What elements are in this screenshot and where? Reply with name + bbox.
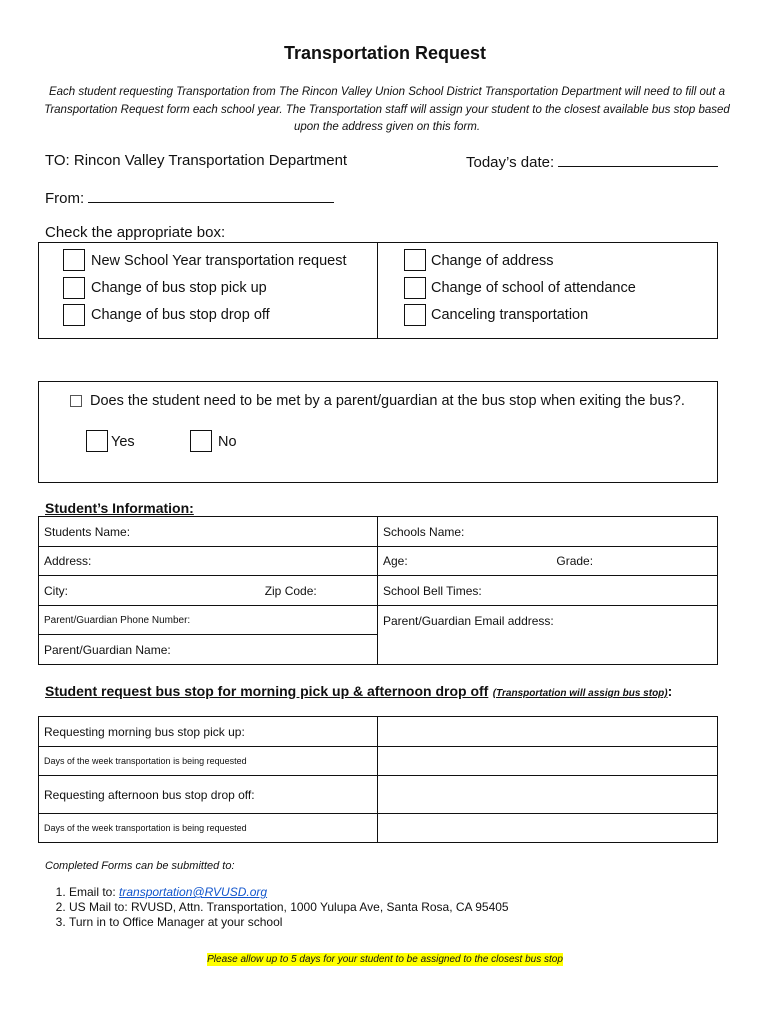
page-title: Transportation Request xyxy=(283,43,487,63)
new-school-year-checkbox[interactable] xyxy=(63,249,85,271)
notice-wrap xyxy=(0,949,770,967)
change-drop-off-checkbox[interactable] xyxy=(63,304,85,326)
change-address-label: Change of address xyxy=(431,253,554,269)
guardian-question: Does the student need to be met by a parent/guardian at the bus stop when exiting the bus?. xyxy=(90,393,685,409)
canceling-checkbox[interactable] xyxy=(404,304,426,326)
days-morning-input[interactable] xyxy=(378,747,718,776)
age-grade-cell[interactable] xyxy=(378,547,718,576)
city-label: City: xyxy=(44,583,68,598)
change-school-checkbox[interactable] xyxy=(404,277,426,299)
date-label: Today’s date: xyxy=(466,154,555,171)
intro-text: Each student requesting Transportation from The Rincon Valley Union School District Transportation Department will need to fill out a Transportation Request form each school year. The Transportation staff will assign your student to the closest available bus stop based upon the address given on this form. xyxy=(44,86,730,133)
address-cell[interactable]: Address: xyxy=(39,547,378,576)
morning-stop-input[interactable] xyxy=(378,717,718,747)
date-field[interactable] xyxy=(466,152,718,171)
change-address-checkbox[interactable] xyxy=(404,249,426,271)
guardian-name-cell[interactable]: Parent/Guardian Name: xyxy=(39,635,378,665)
from-field[interactable] xyxy=(45,188,334,207)
city-zip-cell[interactable] xyxy=(39,576,378,606)
change-school-label: Change of school of attendance xyxy=(431,280,636,296)
yes-label: Yes xyxy=(111,434,135,450)
afternoon-stop-label: Requesting afternoon bus stop drop off: xyxy=(39,776,378,814)
bus-stop-table xyxy=(38,716,718,843)
days-afternoon-label: Days of the week transportation is being requested xyxy=(39,814,378,843)
email-prefix: Email to: xyxy=(69,885,116,899)
student-info-table xyxy=(38,516,718,665)
email-link[interactable]: transportation@RVUSD.org xyxy=(119,885,268,899)
email-cell[interactable]: Parent/Guardian Email address: xyxy=(378,606,718,665)
submit-office-item: 3. Turn in to Office Manager at your school xyxy=(69,915,509,930)
students-name-cell[interactable]: Students Name: xyxy=(39,517,378,547)
bus-stop-colon: : xyxy=(667,683,673,699)
bus-stop-heading-block xyxy=(45,682,725,703)
check-label: Check the appropriate box: xyxy=(45,224,226,241)
age-label: Age: xyxy=(383,554,408,568)
afternoon-stop-input[interactable] xyxy=(378,776,718,814)
guardian-question-checkbox[interactable] xyxy=(70,395,82,407)
grade-label: Grade: xyxy=(556,554,594,568)
submit-mail-item: 2. US Mail to: RVUSD, Attn. Transportation, 1000 Yulupa Ave, Santa Rosa, CA 95405 xyxy=(69,900,509,915)
yes-checkbox[interactable] xyxy=(86,430,108,452)
bell-times-cell[interactable]: School Bell Times: xyxy=(378,576,718,606)
date-underline xyxy=(558,152,718,167)
morning-stop-label: Requesting morning bus stop pick up: xyxy=(39,717,378,747)
change-pick-up-label: Change of bus stop pick up xyxy=(91,280,267,296)
bus-stop-note: (Transportation will assign bus stop) xyxy=(492,688,668,699)
days-morning-label: Days of the week transportation is being requested xyxy=(39,747,378,776)
submit-email-item xyxy=(69,885,509,900)
phone-cell[interactable]: Parent/Guardian Phone Number: xyxy=(39,606,378,635)
notice-text: Please allow up to 5 days for your student to be assigned to the closest bus stop xyxy=(207,954,563,965)
change-drop-off-label: Change of bus stop drop off xyxy=(91,307,270,323)
to-line: TO: Rincon Valley Transportation Department xyxy=(45,152,348,169)
student-info-heading: Student’s Information: xyxy=(45,500,194,516)
schools-name-cell[interactable]: Schools Name: xyxy=(378,517,718,547)
submit-list xyxy=(45,885,509,930)
from-label: From: xyxy=(45,190,85,207)
days-afternoon-input[interactable] xyxy=(378,814,718,843)
new-school-year-label: New School Year transportation request xyxy=(91,253,347,269)
zip-label: Zip Code: xyxy=(264,583,317,598)
request-type-divider xyxy=(377,242,378,339)
no-checkbox[interactable] xyxy=(190,430,212,452)
canceling-label: Canceling transportation xyxy=(431,307,589,323)
change-pick-up-checkbox[interactable] xyxy=(63,277,85,299)
bus-stop-heading: Student request bus stop for morning pick up & afternoon drop off xyxy=(45,683,489,699)
no-label: No xyxy=(218,434,237,450)
submit-label: Completed Forms can be submitted to: xyxy=(45,860,235,872)
from-underline xyxy=(88,188,334,203)
